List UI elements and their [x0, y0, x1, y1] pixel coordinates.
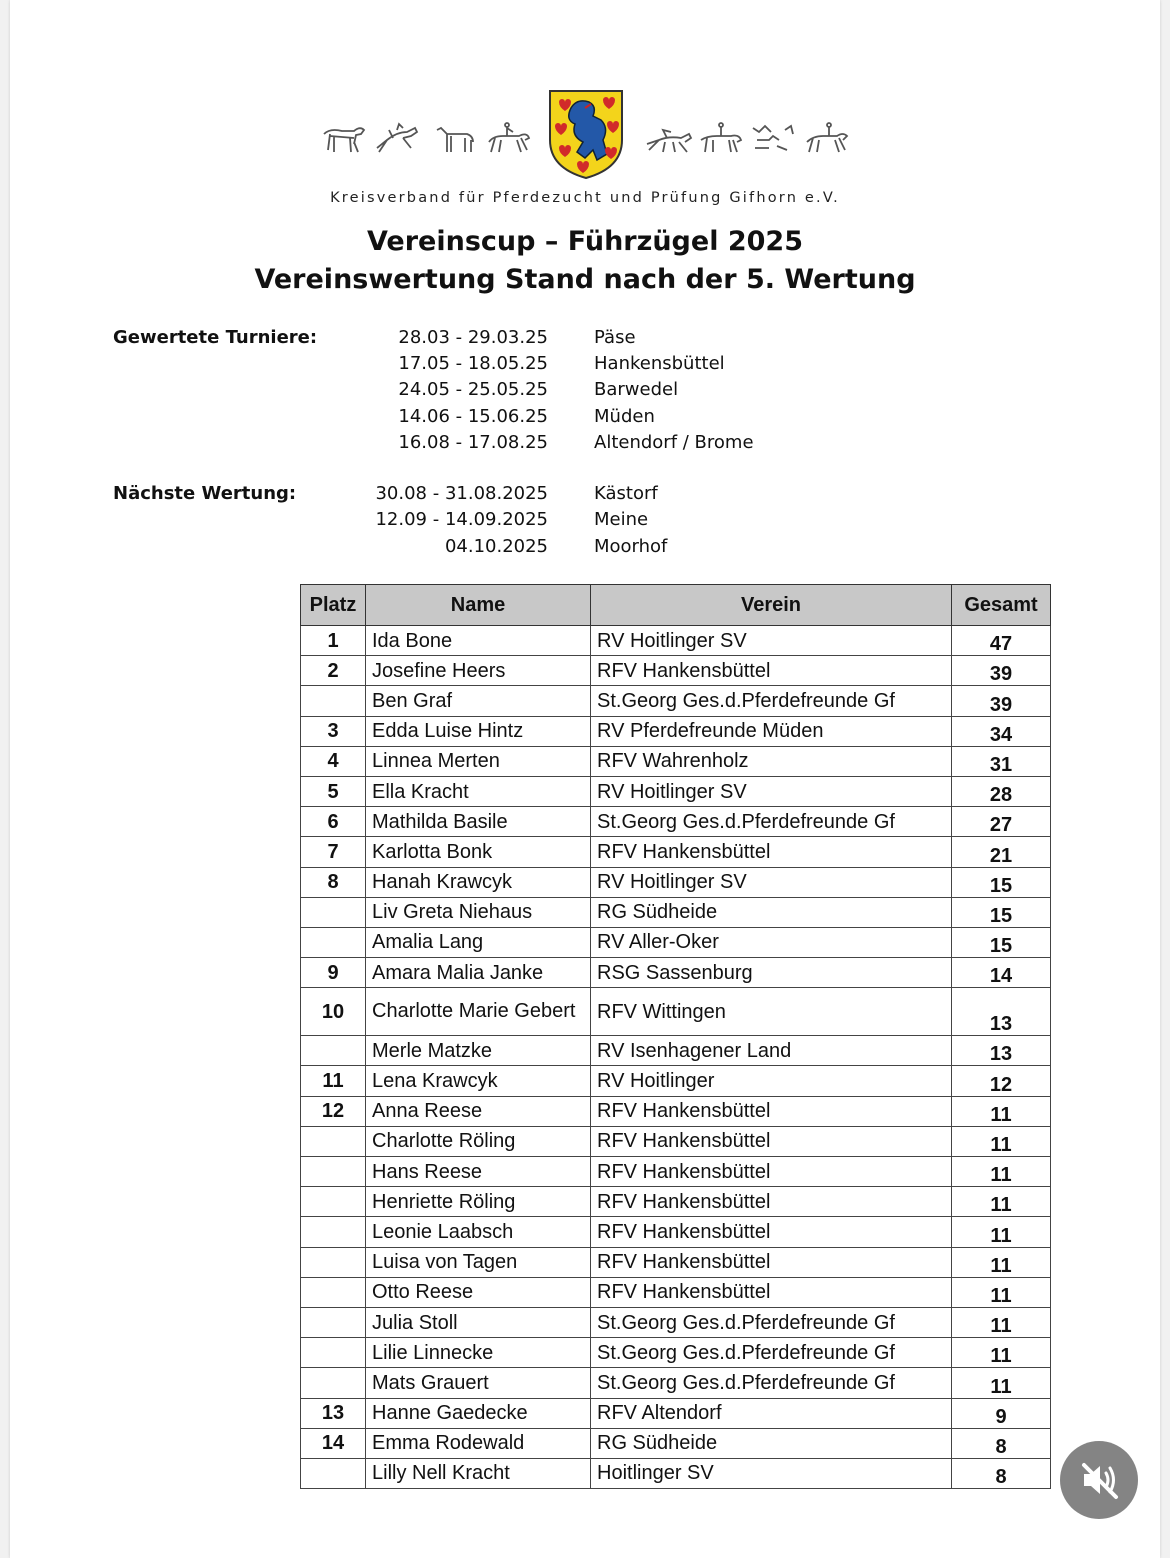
- header-gesamt: Gesamt: [952, 585, 1051, 626]
- platz-cell: 10: [301, 988, 366, 1036]
- verein-cell: RV Aller-Oker: [591, 927, 952, 957]
- table-row: [301, 1428, 1051, 1458]
- standings-table: [300, 584, 1051, 1489]
- table-row: [301, 897, 1051, 927]
- tournament-date: 14.06 - 15.06.25: [398, 406, 548, 427]
- name-cell: Anna Reese: [366, 1096, 591, 1126]
- verein-cell: RV Hoitlinger SV: [591, 776, 952, 806]
- platz-cell: 14: [301, 1428, 366, 1458]
- table-row: [301, 1096, 1051, 1126]
- logo-banner: [315, 88, 860, 183]
- name-cell: Ida Bone: [366, 626, 591, 656]
- platz-cell: [301, 686, 366, 716]
- tournament-place: Altendorf / Brome: [594, 432, 754, 453]
- platz-cell: 5: [301, 776, 366, 806]
- gesamt-cell: 11: [952, 1247, 1051, 1277]
- tournament-place: Päse: [594, 327, 636, 348]
- name-cell: Ben Graf: [366, 686, 591, 716]
- table-row: [301, 1066, 1051, 1096]
- table-row: [301, 1458, 1051, 1488]
- table-row: [301, 807, 1051, 837]
- verein-cell: RFV Hankensbüttel: [591, 1096, 952, 1126]
- next-round-date: 12.09 - 14.09.2025: [375, 509, 548, 530]
- name-cell: Otto Reese: [366, 1277, 591, 1307]
- platz-cell: [301, 1307, 366, 1337]
- gesamt-cell: 12: [952, 1066, 1051, 1096]
- header-platz: Platz: [301, 585, 366, 626]
- name-cell: Mathilda Basile: [366, 807, 591, 837]
- gesamt-cell: 31: [952, 746, 1051, 776]
- verein-cell: RV Hoitlinger: [591, 1066, 952, 1096]
- horse-rider-icon: [485, 122, 533, 156]
- gesamt-cell: 15: [952, 867, 1051, 897]
- gesamt-cell: 11: [952, 1307, 1051, 1337]
- platz-cell: 1: [301, 626, 366, 656]
- name-cell: Emma Rodewald: [366, 1428, 591, 1458]
- verein-cell: RFV Hankensbüttel: [591, 656, 952, 686]
- platz-cell: [301, 927, 366, 957]
- table-row: [301, 626, 1051, 656]
- gesamt-cell: 14: [952, 958, 1051, 988]
- name-cell: Hanne Gaedecke: [366, 1398, 591, 1428]
- platz-cell: 8: [301, 867, 366, 897]
- platz-cell: [301, 897, 366, 927]
- gesamt-cell: 11: [952, 1157, 1051, 1187]
- name-cell: Charlotte Röling: [366, 1126, 591, 1156]
- table-row: [301, 1338, 1051, 1368]
- verein-cell: St.Georg Ges.d.Pferdefreunde Gf: [591, 686, 952, 716]
- platz-cell: 4: [301, 746, 366, 776]
- verein-cell: RFV Hankensbüttel: [591, 1277, 952, 1307]
- platz-cell: [301, 1247, 366, 1277]
- name-cell: Edda Luise Hintz: [366, 716, 591, 746]
- platz-cell: [301, 1157, 366, 1187]
- table-row: [301, 1157, 1051, 1187]
- verein-cell: RG Südheide: [591, 1428, 952, 1458]
- table-row: [301, 716, 1051, 746]
- name-cell: Amara Malia Janke: [366, 958, 591, 988]
- verein-cell: St.Georg Ges.d.Pferdefreunde Gf: [591, 1368, 952, 1398]
- verein-cell: RFV Hankensbüttel: [591, 1157, 952, 1187]
- table-body: [301, 626, 1051, 1489]
- gesamt-cell: 11: [952, 1126, 1051, 1156]
- name-cell: Ella Kracht: [366, 776, 591, 806]
- name-cell: Leonie Laabsch: [366, 1217, 591, 1247]
- gesamt-cell: 8: [952, 1428, 1051, 1458]
- platz-cell: [301, 1036, 366, 1066]
- verein-cell: RV Isenhagener Land: [591, 1036, 952, 1066]
- horse-standing-icon: [431, 122, 479, 156]
- horse-vaulting-icon: [749, 122, 797, 156]
- verein-cell: RFV Hankensbüttel: [591, 1126, 952, 1156]
- next-round-label: Nächste Wertung:: [113, 483, 297, 504]
- verein-cell: RFV Wahrenholz: [591, 746, 952, 776]
- next-round-place: Kästorf: [594, 483, 658, 504]
- table-row: [301, 958, 1051, 988]
- verein-cell: RFV Wittingen: [591, 988, 952, 1036]
- table-row: [301, 1126, 1051, 1156]
- table-row: [301, 1217, 1051, 1247]
- table-row: [301, 867, 1051, 897]
- table-row: [301, 927, 1051, 957]
- platz-cell: 11: [301, 1066, 366, 1096]
- speaker-muted-icon: [1060, 1441, 1138, 1519]
- name-cell: Lilie Linnecke: [366, 1338, 591, 1368]
- horse-standing-icon: [320, 122, 368, 156]
- table-row: [301, 988, 1051, 1036]
- next-round-place: Meine: [594, 509, 649, 530]
- platz-cell: 6: [301, 807, 366, 837]
- platz-cell: [301, 1277, 366, 1307]
- platz-cell: [301, 1338, 366, 1368]
- name-cell: Charlotte Marie Gebert: [366, 988, 591, 1036]
- table-row: [301, 1398, 1051, 1428]
- name-cell: Liv Greta Niehaus: [366, 897, 591, 927]
- gesamt-cell: 11: [952, 1217, 1051, 1247]
- gesamt-cell: 11: [952, 1187, 1051, 1217]
- verein-cell: RV Pferdefreunde Müden: [591, 716, 952, 746]
- name-cell: Julia Stoll: [366, 1307, 591, 1337]
- gesamt-cell: 11: [952, 1277, 1051, 1307]
- gesamt-cell: 47: [952, 626, 1051, 656]
- table-row: [301, 776, 1051, 806]
- platz-cell: 12: [301, 1096, 366, 1126]
- gesamt-cell: 28: [952, 776, 1051, 806]
- gesamt-cell: 9: [952, 1398, 1051, 1428]
- tournament-place: Barwedel: [594, 379, 679, 400]
- name-cell: Linnea Merten: [366, 746, 591, 776]
- gesamt-cell: 8: [952, 1458, 1051, 1488]
- platz-cell: [301, 1368, 366, 1398]
- name-cell: Lena Krawcyk: [366, 1066, 591, 1096]
- gesamt-cell: 11: [952, 1338, 1051, 1368]
- platz-cell: 7: [301, 837, 366, 867]
- verein-cell: Hoitlinger SV: [591, 1458, 952, 1488]
- tournaments-label: Gewertete Turniere:: [113, 327, 318, 348]
- name-cell: Luisa von Tagen: [366, 1247, 591, 1277]
- verein-cell: RV Hoitlinger SV: [591, 867, 952, 897]
- table-row: [301, 837, 1051, 867]
- tournament-place: Hankensbüttel: [594, 353, 725, 374]
- verein-cell: RFV Hankensbüttel: [591, 837, 952, 867]
- table-row: [301, 1277, 1051, 1307]
- page-title: Vereinscup – Führzügel 2025: [367, 226, 803, 257]
- next-round-place: Moorhof: [594, 536, 668, 557]
- verein-cell: RG Südheide: [591, 897, 952, 927]
- document-page: [10, 0, 1160, 1558]
- name-cell: Mats Grauert: [366, 1368, 591, 1398]
- next-round-date: 30.08 - 31.08.2025: [375, 483, 548, 504]
- coat-of-arms-lion-icon: [547, 88, 625, 180]
- name-cell: Amalia Lang: [366, 927, 591, 957]
- platz-cell: 9: [301, 958, 366, 988]
- tournament-date: 28.03 - 29.03.25: [398, 327, 548, 348]
- table-row: [301, 1368, 1051, 1398]
- verein-cell: RFV Hankensbüttel: [591, 1217, 952, 1247]
- table-row: [301, 686, 1051, 716]
- horse-jumping-icon: [373, 122, 421, 156]
- gesamt-cell: 34: [952, 716, 1051, 746]
- verein-cell: St.Georg Ges.d.Pferdefreunde Gf: [591, 807, 952, 837]
- gesamt-cell: 11: [952, 1096, 1051, 1126]
- platz-cell: [301, 1187, 366, 1217]
- table-row: [301, 656, 1051, 686]
- name-cell: Henriette Röling: [366, 1187, 591, 1217]
- tournament-date: 24.05 - 25.05.25: [398, 379, 548, 400]
- platz-cell: 3: [301, 716, 366, 746]
- verein-cell: RFV Hankensbüttel: [591, 1187, 952, 1217]
- tournament-date: 16.08 - 17.08.25: [398, 432, 548, 453]
- name-cell: Lilly Nell Kracht: [366, 1458, 591, 1488]
- table-row: [301, 746, 1051, 776]
- table-row: [301, 1036, 1051, 1066]
- header-verein: Verein: [591, 585, 952, 626]
- verein-cell: RFV Altendorf: [591, 1398, 952, 1428]
- table-header-row: [301, 585, 1051, 626]
- name-cell: Merle Matzke: [366, 1036, 591, 1066]
- name-cell: Josefine Heers: [366, 656, 591, 686]
- name-cell: Hans Reese: [366, 1157, 591, 1187]
- tournament-date: 17.05 - 18.05.25: [398, 353, 548, 374]
- table-row: [301, 1187, 1051, 1217]
- page-subtitle: Vereinswertung Stand nach der 5. Wertung: [254, 264, 916, 295]
- name-cell: Hanah Krawcyk: [366, 867, 591, 897]
- mute-button[interactable]: [1060, 1441, 1138, 1519]
- table-row: [301, 1247, 1051, 1277]
- next-round-date: 04.10.2025: [444, 536, 548, 557]
- gesamt-cell: 21: [952, 837, 1051, 867]
- gesamt-cell: 11: [952, 1368, 1051, 1398]
- platz-cell: [301, 1126, 366, 1156]
- horse-dressage-icon: [803, 122, 851, 156]
- tournament-place: Müden: [594, 406, 655, 427]
- platz-cell: 2: [301, 656, 366, 686]
- gesamt-cell: 39: [952, 686, 1051, 716]
- gesamt-cell: 15: [952, 897, 1051, 927]
- horse-rider-icon: [697, 122, 745, 156]
- platz-cell: 13: [301, 1398, 366, 1428]
- header-name: Name: [366, 585, 591, 626]
- verein-cell: RSG Sassenburg: [591, 958, 952, 988]
- gesamt-cell: 27: [952, 807, 1051, 837]
- platz-cell: [301, 1217, 366, 1247]
- gesamt-cell: 13: [952, 988, 1051, 1036]
- platz-cell: [301, 1458, 366, 1488]
- table-row: [301, 1307, 1051, 1337]
- organization-name: Kreisverband für Pferdezucht und Prüfung Gifhorn e.V.: [330, 190, 840, 206]
- gesamt-cell: 13: [952, 1036, 1051, 1066]
- name-cell: Karlotta Bonk: [366, 837, 591, 867]
- gesamt-cell: 39: [952, 656, 1051, 686]
- gesamt-cell: 15: [952, 927, 1051, 957]
- verein-cell: St.Georg Ges.d.Pferdefreunde Gf: [591, 1307, 952, 1337]
- verein-cell: St.Georg Ges.d.Pferdefreunde Gf: [591, 1338, 952, 1368]
- verein-cell: RFV Hankensbüttel: [591, 1247, 952, 1277]
- horse-racing-icon: [645, 122, 693, 156]
- verein-cell: RV Hoitlinger SV: [591, 626, 952, 656]
